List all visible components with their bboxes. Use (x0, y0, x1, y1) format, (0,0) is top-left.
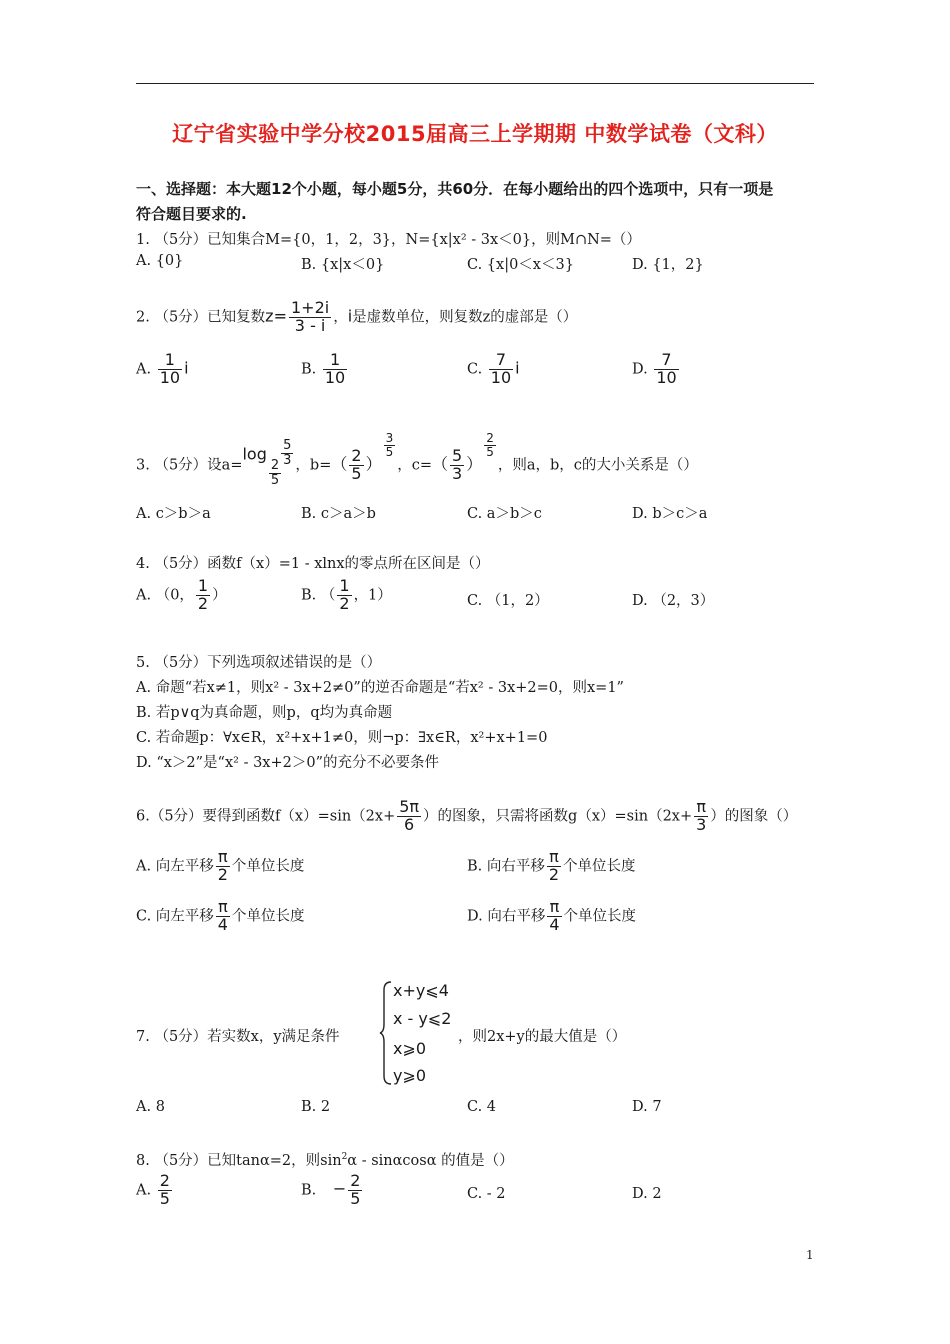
q6-c-pre: C. 向左平移 (136, 908, 214, 925)
q8-a-den: 5 (159, 1188, 170, 1208)
q6-b-pre: B. 向右平移 (467, 858, 545, 875)
q4-option-a (136, 578, 227, 613)
q2-d-label: D. (632, 361, 648, 378)
q6-g-num: π (696, 797, 707, 816)
q6-c-num: π (218, 897, 228, 916)
q6-a-frac (216, 849, 230, 884)
q8-option-b (301, 1173, 364, 1208)
q6-a-pre: A. 向左平移 (136, 858, 214, 875)
q6-c-frac (216, 899, 230, 934)
q2-stem-pre: 2. （5分）已知复数 (136, 309, 266, 326)
q6-b-frac (547, 849, 561, 884)
q4-option-b (301, 578, 392, 613)
q8-option-d: D. 2 (632, 1186, 662, 1202)
q2-d-num: 7 (661, 350, 672, 369)
question-5-stem: 5. （5分）下列选项叙述错误的是（） (136, 655, 382, 671)
q2-a-den: 10 (159, 367, 181, 387)
q2-c-suffix: i (515, 358, 520, 378)
q2-stem-post: 是虚数单位，则复数z的虚部是（） (352, 309, 578, 326)
q2-b-label: B. (301, 361, 317, 378)
page-title: 辽宁省实验中学分校2015届高三上学期期 中数学试卷（文科） (172, 122, 778, 146)
q8-stem-pre: 8. （5分）已知tanα=2，则sin (136, 1153, 342, 1169)
q6-d-pre: D. 向右平移 (467, 908, 546, 925)
q7-stem-post: ，则2x+y的最大值是（） (458, 1029, 627, 1045)
q2-b-frac (323, 352, 347, 387)
q8-b-sign: − (332, 1179, 347, 1199)
q6-d-den: 4 (549, 914, 560, 934)
q2-fraction (289, 300, 331, 335)
q4-b-frac (337, 578, 351, 613)
q8-b-den: 5 (350, 1188, 361, 1208)
q2-c-label: C. (467, 361, 483, 378)
q3-b-exp-den: 5 (385, 444, 394, 459)
q2-option-c (467, 352, 520, 387)
q1-option-a: A. {0} (136, 253, 184, 269)
q4-option-d: D. （2，3） (632, 593, 715, 609)
q1-option-b: B. {x|x＜0} (301, 257, 385, 273)
q7-condition-1: x+y⩽4 (393, 981, 449, 1000)
q3-arg-num: 5 (283, 437, 292, 453)
q6-g-den: 3 (696, 814, 707, 834)
q3-stem-pre: 3. （5分）设a= (136, 457, 243, 474)
q3-c-exp (484, 432, 496, 458)
q3-b-base (349, 448, 363, 483)
q6-g-frac (694, 799, 708, 834)
q2-d-den: 10 (656, 367, 677, 387)
q2-i-label: i (347, 306, 353, 326)
q4-a-pre: A. （0， (136, 587, 194, 604)
q2-comma: ， (333, 309, 348, 326)
q7-condition-4: y⩾0 (393, 1066, 427, 1085)
q3-c-label: ，c= (397, 457, 432, 474)
q6-d-num: π (549, 897, 560, 916)
q2-frac-den: 3 - i (289, 317, 331, 335)
q3-option-a: A. c＞b＞a (136, 506, 211, 522)
q3-c-base-num: 5 (452, 446, 463, 466)
q7-condition-3: x⩾0 (393, 1039, 427, 1058)
question-3-stem: 3. （5分）设a=log $\frac{2}{5}$ $\frac{5}{3}$ ，b=（ $\frac{2}{5}$ ） $\frac{3}{5}$ ，c=（ $\frac{5}{3}$ ） $\frac{2}{5}$ ，则a，b，c的大小关系是（） (136, 431, 698, 488)
q7-option-a: A. 8 (136, 1099, 165, 1115)
q8-a-label: A. (136, 1182, 152, 1199)
q6-b-den: 2 (548, 864, 560, 884)
question-2-stem (136, 300, 577, 335)
q4-a-den: 2 (197, 593, 209, 613)
q8-a-frac (158, 1173, 172, 1208)
q3-b-base-den: 5 (351, 464, 362, 484)
q7-option-b: B. 2 (301, 1099, 331, 1115)
q6-b-post: 个单位长度 (563, 858, 636, 875)
question-4-stem: 4. （5分）函数f（x）=1 - xlnx的零点所在区间是（） (136, 556, 490, 572)
q2-option-d (632, 352, 681, 387)
q2-c-den: 10 (490, 367, 512, 387)
q6-f-num: 5π (399, 797, 420, 816)
section-heading-cont: 符合题目要求的. (136, 205, 247, 223)
q3-b-base-num: 2 (351, 446, 362, 466)
question-6-stem (136, 799, 797, 834)
q6-stem-pre: 6.（5分）要得到函数f（x）=sin（2x+ (136, 808, 396, 825)
q8-stem-post: α - sinαcosα 的值是（） (347, 1153, 514, 1169)
top-rule (136, 83, 814, 84)
question-8-stem (136, 1149, 514, 1170)
q7-stem-pre: 7. （5分）若实数x，y满足条件 (136, 1029, 340, 1045)
q8-a-num: 2 (159, 1171, 170, 1190)
q4-b-den: 2 (339, 593, 350, 613)
q6-option-d (467, 899, 636, 934)
q3-c-base (450, 448, 464, 483)
q8-option-c: C. - 2 (467, 1186, 506, 1202)
q3-log: log (242, 444, 267, 464)
q3-b-exp (384, 432, 396, 458)
q6-f-frac (397, 799, 421, 834)
section-heading: 一、选择题：本大题12个小题，每小题5分，共60分．在每小题给出的四个选项中，只有一项是 (136, 180, 774, 198)
q4-a-frac (196, 578, 210, 613)
q2-a-num: 1 (164, 350, 175, 369)
q8-b-label: B. (301, 1182, 317, 1199)
q8-stem-sup: 2 (341, 1152, 348, 1162)
q6-a-num: π (217, 847, 228, 866)
q4-b-num: 1 (339, 576, 350, 595)
q2-b-den: 10 (324, 367, 346, 387)
q5-option-b: B. 若p∨q为真命题，则p，q均为真命题 (136, 705, 393, 721)
q3-c-exp-num: 2 (486, 431, 494, 445)
q2-b-num: 1 (329, 350, 341, 369)
q7-condition-2: x - y⩽2 (393, 1009, 452, 1028)
q7-option-c: C. 4 (467, 1099, 497, 1115)
q3-arg-den: 3 (283, 452, 292, 468)
q2-a-label: A. (136, 361, 152, 378)
q4-b-pre: B. （ (301, 587, 336, 604)
q2-frac-num: 1+2i (290, 298, 330, 317)
q3-b-label: ，b= (295, 457, 332, 474)
q3-option-d: D. b＞c＞a (632, 506, 708, 522)
q3-b-exp-num: 3 (385, 431, 394, 445)
q8-option-a (136, 1173, 174, 1208)
q8-b-num: 2 (350, 1171, 361, 1190)
q6-b-num: π (549, 847, 559, 866)
page-number: 1 (806, 1248, 814, 1262)
q5-option-c: C. 若命题p：∀x∈R，x²+x+1≠0，则¬p：∃x∈R，x²+x+1=0 (136, 730, 548, 746)
q6-a-post: 个单位长度 (231, 858, 305, 875)
q5-option-a: A. 命题“若x≠1，则x² - 3x+2≠0”的逆否命题是“若x² - 3x+2=0，则x=1” (136, 680, 624, 696)
q2-z-label: z= (265, 306, 287, 326)
q6-stem-mid: ）的图象，只需将函数g（x）=sin（2x+ (423, 808, 693, 825)
q6-option-c (136, 899, 304, 934)
q2-c-frac (489, 352, 513, 387)
q1-option-d: D. {1，2} (632, 257, 704, 273)
q3-option-c: C. a＞b＞c (467, 506, 542, 522)
q6-option-b (467, 849, 636, 884)
q6-c-den: 4 (217, 914, 228, 934)
q3-c-base-den: 3 (452, 464, 463, 484)
q3-option-b: B. c＞a＞b (301, 506, 376, 522)
q3-log-base (269, 459, 281, 487)
q8-b-frac (348, 1173, 362, 1208)
q7-option-d: D. 7 (632, 1099, 662, 1115)
q6-d-frac (547, 899, 561, 934)
q2-option-a (136, 352, 189, 387)
q6-c-post: 个单位长度 (231, 908, 305, 925)
q7-brace-icon (379, 980, 393, 1086)
q3-base-num: 2 (270, 457, 280, 473)
q3-stem-post: ，则a，b，c的大小关系是（） (497, 457, 698, 474)
q3-base-den: 5 (270, 472, 280, 488)
q4-b-post: ，1） (353, 587, 392, 604)
q3-c-exp-den: 5 (486, 444, 494, 459)
q6-option-a (136, 849, 304, 884)
q6-stem-post: ）的图象（） (710, 808, 798, 825)
q2-d-frac (654, 352, 678, 387)
q3-log-arg (281, 439, 293, 467)
q2-option-b (301, 352, 349, 387)
q1-option-c: C. {x|0＜x＜3} (467, 257, 574, 273)
q6-d-post: 个单位长度 (563, 908, 637, 925)
q2-a-frac (158, 352, 182, 387)
q2-c-num: 7 (495, 350, 507, 369)
q4-a-num: 1 (197, 576, 209, 595)
question-1-stem: 1. （5分）已知集合M={0，1，2，3}，N={x|x² - 3x＜0}，则M∩N=（） (136, 232, 641, 248)
q2-a-suffix: i (184, 358, 189, 378)
q4-option-c: C. （1，2） (467, 593, 549, 609)
q6-f-den: 6 (397, 816, 421, 834)
q5-option-d: D. “x＞2”是“x² - 3x+2＞0”的充分不必要条件 (136, 755, 439, 771)
q6-a-den: 2 (217, 864, 228, 884)
q4-a-post: ） (212, 587, 227, 604)
